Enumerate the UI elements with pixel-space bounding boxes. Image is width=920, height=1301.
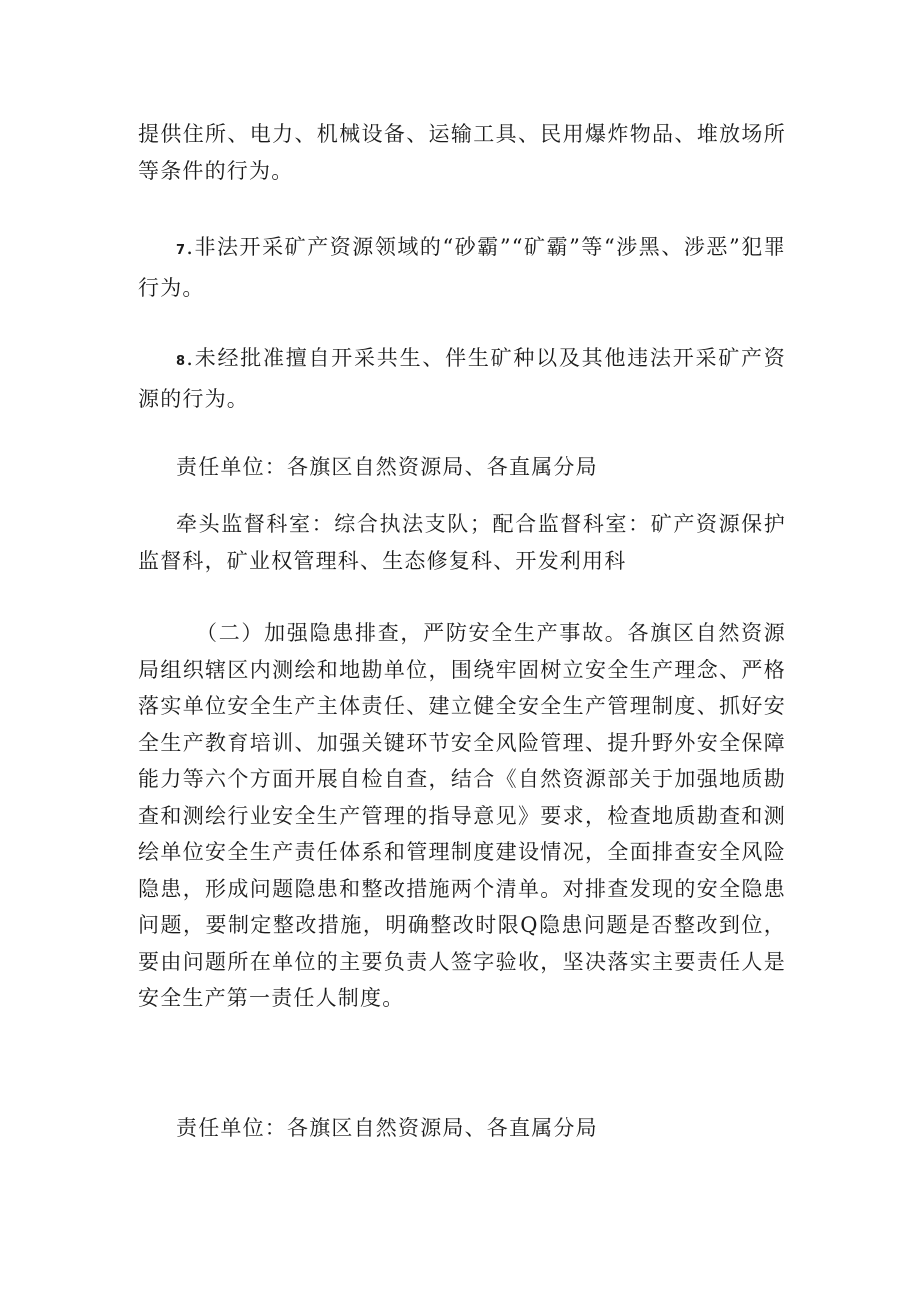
list-item-text: .未经批准擅自开采共生、伴生矿种以及其他违法开采矿产资源的行为。 (138, 346, 786, 411)
list-item-text: .非法开采矿产资源领域的“砂霸”“矿霸”等“涉黑、涉恶”犯罪行为。 (138, 235, 786, 300)
list-number: 7 (176, 243, 187, 258)
responsible-unit: 责任单位：各旗区自然资源局、各直属分局 (176, 1116, 598, 1140)
list-number: 8 (176, 354, 187, 369)
supervision-office: 牵头监督科室：综合执法支队；配合监督科室：矿产资源保护监督科，矿业权管理科、生态修复科、开发利用科 (138, 512, 786, 573)
list-item-7 (138, 229, 786, 306)
section-paragraph: （二）加强隐患排查，严防安全生产事故。各旗区自然资源局组织辖区内测绘和地勘单位，围绕牢固树立安全生产理念、严格落实单位安全生产主体责任、建立健全安全生产管理制度、抓好安全生产教育培训、加强关键环节安全风险管理、提升野外安全保障能力等六个方面开展自检自查，结合《自然资源部关于加强地质勘查和测绘行业安全生产管理的指导意见》要求，检查地质勘查和测绘单位安全生产责任体系和管理制度建设情况，全面排查安全风险隐患，形成问题隐患和整改措施两个清单。对排查发现的安全隐患问题，要制定整改措施，明确整改时限Q隐患问题是否整改到位，要由问题所在单位的主要负责人签字验收，坚决落实主要责任人是安全生产第一责任人制度。 (138, 621, 786, 1010)
list-item-8 (138, 340, 786, 417)
paragraph-continuation: 提供住所、电力、机械设备、运输工具、民用爆炸物品、堆放场所等条件的行为。 (138, 122, 786, 183)
responsible-unit: 责任单位：各旗区自然资源局、各直属分局 (176, 455, 598, 479)
